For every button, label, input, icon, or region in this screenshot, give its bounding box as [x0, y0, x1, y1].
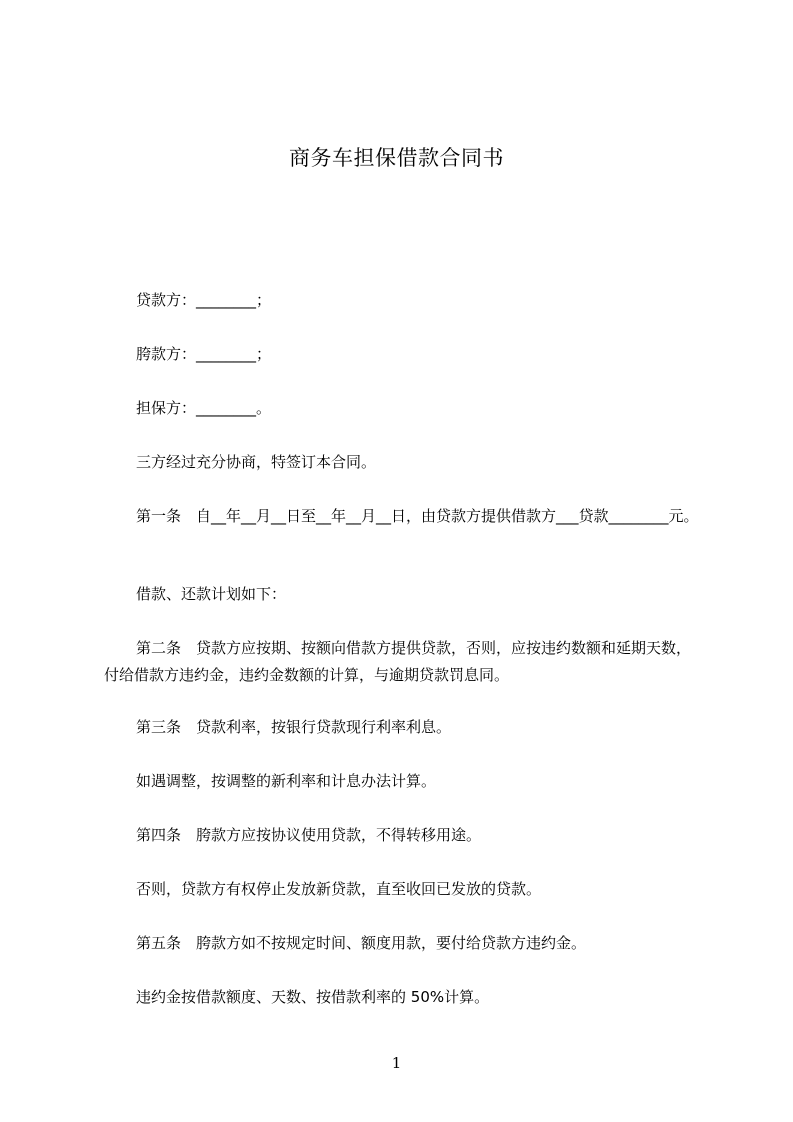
paragraph-article-5: 第五条 胯款方如不按规定时间、额度用款，要付给贷款方违约金。: [136, 934, 587, 952]
paragraph-rate-adjustment: 如遇调整，按调整的新利率和计息办法计算。: [136, 772, 437, 790]
paragraph-article-3: 第三条 贷款利率，按银行贷款现行利率利息。: [136, 718, 452, 736]
paragraph-guarantor: 担保方：________。: [136, 399, 272, 417]
document-title: 商务车担保借款合同书: [289, 146, 504, 170]
paragraph-penalty-calc: 违约金按借款额度、天数、按借款利率的 50%计算。: [136, 988, 490, 1006]
paragraph-article-2: 第二条 贷款方应按期、按额向借款方提供贷款，否则，应按违约数额和延期天数，付给借款方违约金，违约金数额的计算，与逾期贷款罚息同。: [104, 639, 692, 684]
paragraph-article-1: 第一条 自__年__月__日至__年__月__日，由贷款方提供借款方___贷款________元。: [136, 507, 699, 525]
paragraph-lender: 贷款方：________；: [136, 291, 272, 309]
paragraph-repayment-plan: 借款、还款计划如下：: [136, 585, 287, 603]
paragraph-intro: 三方经过充分协商，特签订本合同。: [136, 453, 377, 471]
paragraph-stop-lending: 否则，贷款方有权停止发放新贷款，直至收回已发放的贷款。: [136, 880, 542, 898]
paragraph-article-4: 第四条 胯款方应按协议使用贷款，不得转移用途。: [136, 826, 482, 844]
paragraph-borrower: 胯款方：________；: [136, 345, 272, 363]
page-number: 1: [391, 1054, 402, 1072]
